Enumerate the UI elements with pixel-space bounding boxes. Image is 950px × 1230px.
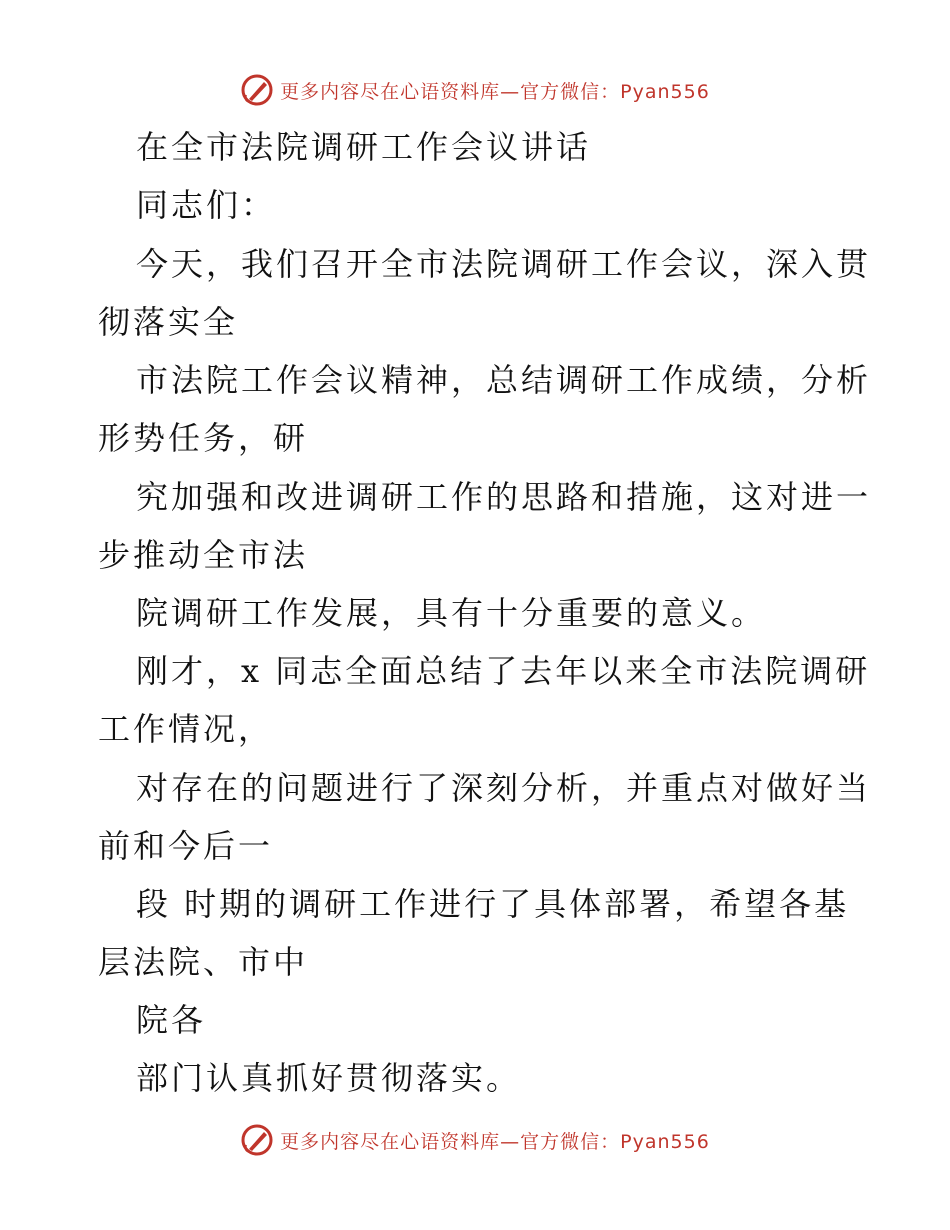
document-title: 在全市法院调研工作会议讲话 xyxy=(136,128,592,166)
paragraph-line: 彻落实全 xyxy=(98,303,239,341)
quill-pen-logo-icon xyxy=(240,73,274,107)
banner-text: 更多内容尽在心语资料库—官方微信：Pyan556 xyxy=(280,80,710,103)
paragraph-line: 段 时期的调研工作进行了具体部署，希望各基 xyxy=(136,885,850,923)
footer-banner xyxy=(0,1120,950,1160)
paragraph-line: 刚才，x 同志全面总结了去年以来全市法院调研 xyxy=(136,652,871,690)
paragraph-line: 院调研工作发展，具有十分重要的意义。 xyxy=(136,594,767,632)
paragraph-line: 工作情况， xyxy=(98,710,274,748)
paragraph-line: 步推动全市法 xyxy=(98,536,309,574)
greeting: 同志们： xyxy=(136,186,277,224)
quill-pen-logo-icon xyxy=(240,1123,274,1157)
paragraph-line: 今天，我们召开全市法院调研工作会议，深入贯 xyxy=(136,245,872,283)
banner-text: 更多内容尽在心语资料库—官方微信：Pyan556 xyxy=(280,1130,710,1153)
paragraph-line: 层法院、市中 xyxy=(98,943,309,981)
paragraph-line: 前和今后一 xyxy=(98,827,274,865)
header-banner xyxy=(0,70,950,110)
paragraph-line: 形势任务，研 xyxy=(98,419,309,457)
paragraph-line: 市法院工作会议精神，总结调研工作成绩，分析 xyxy=(136,361,872,399)
paragraph-line: 究加强和改进调研工作的思路和措施，这对进一 xyxy=(136,478,872,516)
paragraph-line: 部门认真抓好贯彻落实。 xyxy=(136,1059,522,1097)
paragraph-line: 对存在的问题进行了深刻分析，并重点对做好当 xyxy=(136,769,872,807)
paragraph-line: 院各 xyxy=(136,1001,207,1039)
